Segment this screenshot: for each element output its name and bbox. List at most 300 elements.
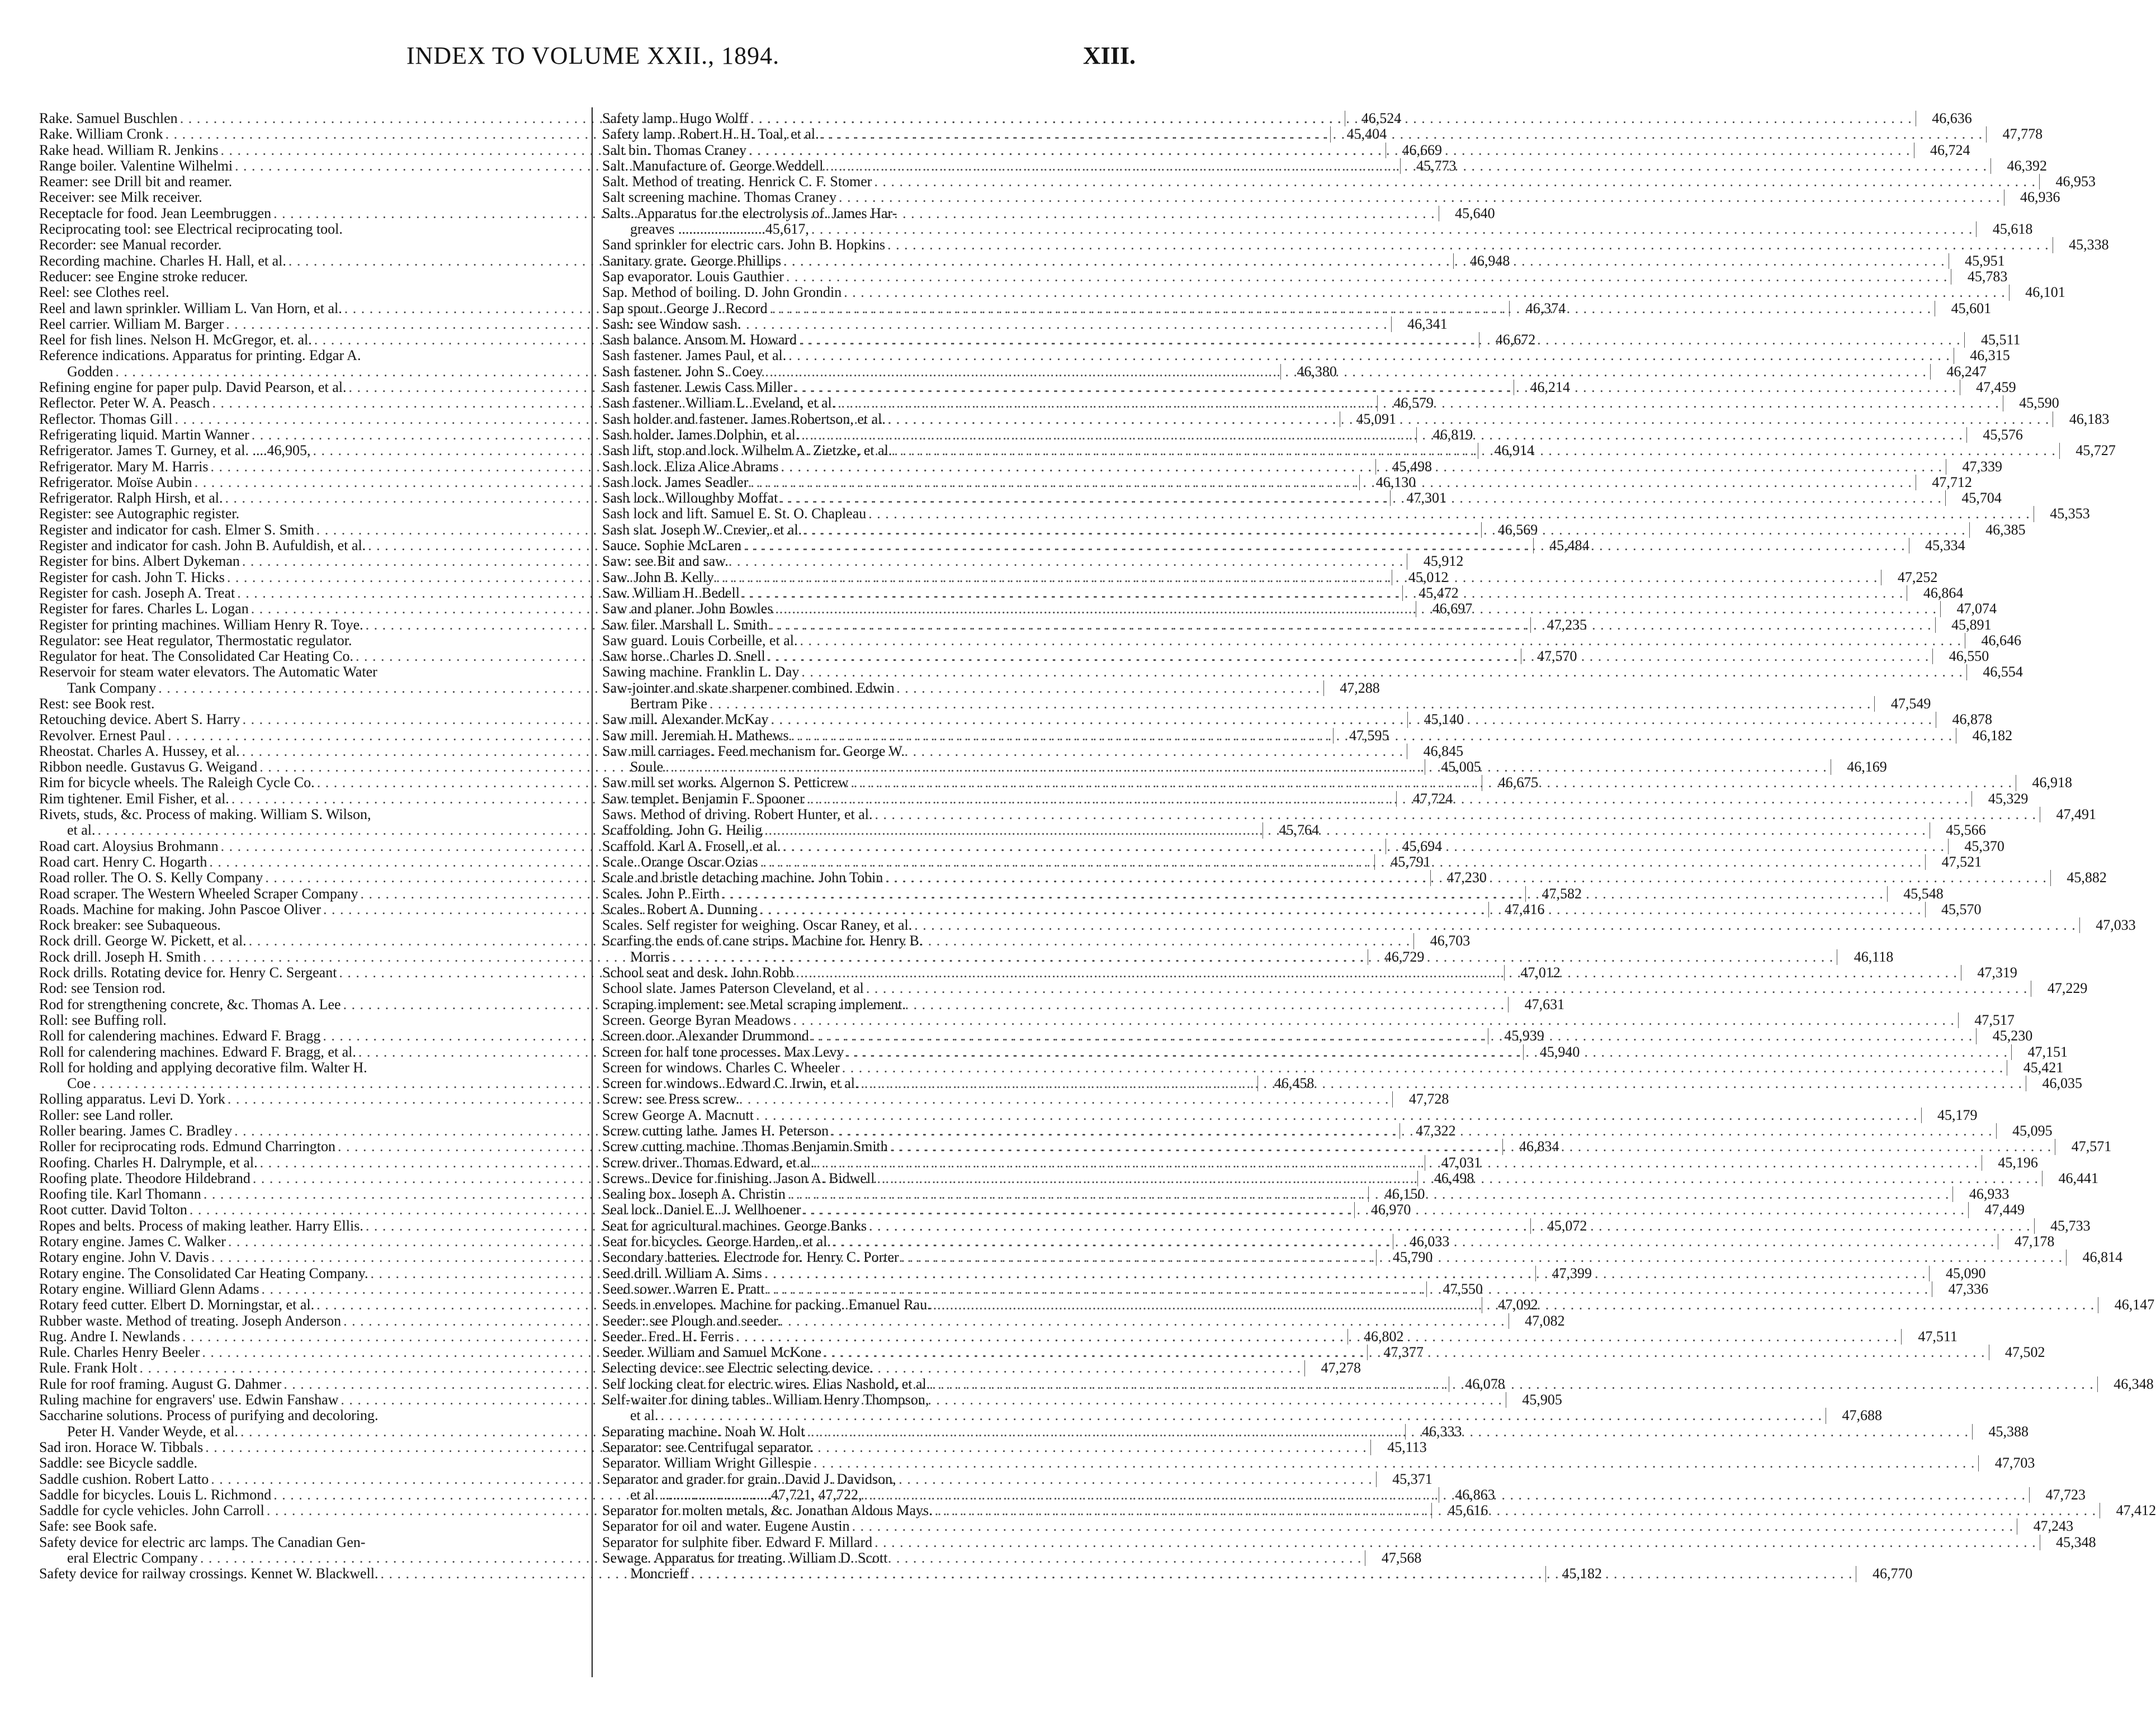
index-entry-text: Register for bins. Albert Dykeman xyxy=(39,553,240,570)
dot-leader xyxy=(672,949,1834,965)
index-entry-text: Screw: see Press screw. xyxy=(602,1091,740,1108)
patent-number: 45,618 xyxy=(1976,221,2032,237)
index-entry-line xyxy=(602,316,1149,332)
index-entry-text: Bertram Pike xyxy=(630,695,707,712)
index-entry xyxy=(602,1440,1149,1455)
dot-leader xyxy=(710,696,1871,712)
index-entry-text: Salt. Method of treating. Henrick C. F. Stomer xyxy=(602,173,872,190)
patent-number: 47,252 xyxy=(1881,570,1937,585)
patent-number: 46,703 xyxy=(1413,933,1470,949)
index-entry-text: Regulator: see Heat regulator, Thermostatic regulator. xyxy=(39,632,352,649)
index-entry xyxy=(39,917,586,933)
patent-number: 46,214 xyxy=(1514,380,1570,395)
index-entry-line xyxy=(602,1392,1149,1408)
index-entry-line xyxy=(39,807,586,822)
index-entry-line xyxy=(39,696,586,712)
patent-number: 47,550 xyxy=(1426,1281,1483,1297)
index-entry-text: Tank Company xyxy=(67,679,157,696)
index-entry-text: Rubber waste. Method of treating. Joseph Anderson xyxy=(39,1312,342,1329)
index-entry xyxy=(39,221,586,237)
dot-leader xyxy=(874,174,2036,190)
patent-number: 45,511 xyxy=(1964,332,2021,348)
patent-number: 45,179 xyxy=(1921,1108,1978,1123)
patent-number: 47,511 xyxy=(1901,1329,1958,1345)
patent-number: 47,339 xyxy=(1946,459,2002,475)
patent-number: 46,933 xyxy=(1952,1186,2009,1202)
index-entry-text: Rim tightener. Emil Fisher, et al. xyxy=(39,790,229,807)
index-entry-text: Safe: see Book safe. xyxy=(39,1518,157,1535)
index-entry-text: Saw: see Bit and saw. xyxy=(602,553,729,570)
patent-number: 45,939 xyxy=(1488,1028,1544,1044)
index-entry-text: Rotary engine. Williard Glenn Adams xyxy=(39,1280,259,1297)
dot-leader xyxy=(770,617,1932,633)
index-entry xyxy=(602,1106,1978,1123)
patent-number: 46,948 xyxy=(1453,253,1510,269)
index-entry xyxy=(39,190,586,205)
index-entry-text: Scaffolding. John G. Heilig xyxy=(602,822,763,839)
index-entry-text: Seal lock. Daniel E. J. Wellhoener xyxy=(602,1201,801,1218)
patent-number: 46,333 xyxy=(1405,1424,1462,1440)
index-entry-text: Separator: see Centrifugal separator. xyxy=(602,1438,814,1455)
index-entry-text: Reference indications. Apparatus for printing. Edgar A. xyxy=(39,347,361,364)
dot-leader xyxy=(824,1345,1985,1360)
patent-number: 45,140 xyxy=(1407,712,1464,727)
index-entry-text: Sash lock. Eliza Alice Abrams xyxy=(602,458,779,475)
index-entry-text: Scarfing the ends of cane strips. Machine for. Henry B. xyxy=(602,933,923,949)
index-entry-text: Saw templet. Benjamin F. Spooner xyxy=(602,790,805,807)
patent-number: 46,033 xyxy=(1393,1234,1449,1250)
index-entry-text: Rock drill. Joseph H. Smith xyxy=(39,948,201,965)
patent-number: 46,834 xyxy=(1502,1139,1559,1154)
patent-number: 46,646 xyxy=(1965,633,2021,649)
index-entry-text: Seeder. Fred. H. Ferris xyxy=(602,1328,734,1345)
patent-number: 47,230 xyxy=(1430,870,1487,886)
dot-leader xyxy=(791,728,1953,744)
index-entry-text: Separator. William Wright Gillespie xyxy=(602,1455,811,1471)
index-entry-line xyxy=(602,189,2060,206)
patent-number: 45,891 xyxy=(1935,617,1992,633)
index-entry-text: Ropes and belts. Process of making leather. Harry Ellis. xyxy=(39,1217,363,1234)
index-entry xyxy=(39,1455,586,1471)
index-entry-text: Morris xyxy=(630,948,670,965)
index-entry-text: Ribbon needle. Gustavus G. Weigand xyxy=(39,759,258,775)
index-entry-text: School seat and desk. John Robb xyxy=(602,964,794,981)
dot-leader xyxy=(842,1060,2004,1076)
patent-number: 46,953 xyxy=(2039,174,2096,190)
index-entry-text: Screw George A. Macnutt xyxy=(602,1106,754,1123)
patent-number: 47,549 xyxy=(1874,696,1931,712)
dot-leader xyxy=(821,126,1983,142)
patent-number: 45,733 xyxy=(2034,1218,2091,1234)
index-entry xyxy=(39,1518,586,1534)
index-entry xyxy=(602,1360,1149,1376)
index-entry-line xyxy=(602,1518,2074,1535)
dot-leader xyxy=(851,775,2013,791)
index-entry-text: Saws. Method of driving. Robert Hunter, et al. xyxy=(602,806,873,823)
index-entry-text: Revolver. Ernest Paul xyxy=(39,727,166,744)
index-entry-text: Rock drills. Rotating device for. Henry C. Sergeant xyxy=(39,964,337,981)
patent-number: 45,566 xyxy=(1930,822,1986,838)
patent-number: 46,579 xyxy=(1377,395,1434,411)
index-entry-text: Roller bearing. James C. Bradley xyxy=(39,1123,233,1139)
index-entry-text: Rake. William Cronk xyxy=(39,126,163,143)
index-entry-line xyxy=(39,1408,586,1423)
dot-leader xyxy=(811,221,1973,237)
index-entry xyxy=(602,1455,2035,1471)
dot-leader xyxy=(868,506,2030,522)
patent-number: 47,728 xyxy=(1392,1091,1449,1107)
index-entry-line xyxy=(39,917,586,933)
index-entry-text: Scale and bristle detaching machine. John Tobin xyxy=(602,869,883,886)
index-entry-text: Screen. George Byran Meadows xyxy=(602,1011,791,1028)
index-entry xyxy=(602,1011,2015,1028)
index-entry-text: Saw horse. Charles D. Snell xyxy=(602,648,765,665)
patent-number: 47,235 xyxy=(1530,617,1587,633)
index-entry-text: Sash holder and fastener. James Robertson, et al. xyxy=(602,410,886,427)
index-entry-text: Rivets, studs, &c. Process of making. William S. Wilson, xyxy=(39,806,371,823)
index-entry-text: Selecting device: see Electric selecting device. xyxy=(602,1360,874,1376)
patent-number: 47,449 xyxy=(1968,1202,2025,1218)
index-entry xyxy=(602,806,2096,823)
index-entry xyxy=(602,980,2088,997)
index-entry-text: School slate. James Paterson Cleveland, et al xyxy=(602,980,864,997)
index-entry-text: Road roller. The O. S. Kelly Company xyxy=(39,869,263,886)
index-entry-text: Register for cash. John T. Hicks xyxy=(39,569,225,585)
patent-number: 46,341 xyxy=(1391,316,1448,332)
index-entry-line xyxy=(602,997,1149,1012)
index-entry xyxy=(602,347,2010,364)
index-entry-text: Rake head. William R. Jenkins xyxy=(39,141,219,158)
index-entry-line xyxy=(39,981,586,996)
index-entry xyxy=(602,1059,2064,1076)
patent-number: 45,095 xyxy=(1996,1123,2053,1139)
dot-leader xyxy=(767,1281,1929,1297)
index-entry-text: Retouching device. Abert S. Harry xyxy=(39,711,240,728)
index-entry-text: Sash lift, stop and lock. Wilhelm A. Zietzke, et al. xyxy=(602,442,892,459)
patent-number: 47,688 xyxy=(1826,1408,1882,1423)
index-entry-text: Soule xyxy=(630,759,664,775)
patent-number: 45,791 xyxy=(1374,854,1431,870)
dot-leader xyxy=(749,143,1911,158)
patent-number: 47,178 xyxy=(1998,1234,2054,1250)
index-entry-text: Sash balance. Ansom M. Howard xyxy=(602,332,797,348)
patent-number: 45,951 xyxy=(1949,253,2005,269)
dot-leader xyxy=(665,759,1827,775)
patent-number: 45,616 xyxy=(1431,1503,1488,1518)
index-entry-line xyxy=(602,680,1149,696)
index-entry-text: Reel and lawn sprinkler. William L. Van Horn, et al. xyxy=(39,300,342,316)
dot-leader xyxy=(885,870,2047,886)
patent-number: 46,936 xyxy=(2004,190,2060,205)
index-entry-text: Seeder: see Plough and seeder. xyxy=(602,1312,781,1329)
index-entry xyxy=(39,696,586,712)
index-entry-text: Scaffold. Karl A. Frosell, et al. xyxy=(602,837,781,854)
dot-leader xyxy=(736,1329,1898,1345)
index-entry-text: Reamer: see Drill bit and reamer. xyxy=(39,173,233,190)
index-entry xyxy=(602,1518,2074,1535)
dot-leader xyxy=(833,1234,1995,1250)
dot-leader xyxy=(807,791,1969,807)
index-entry-text: Road cart. Aloysius Brohmann xyxy=(39,837,219,854)
patent-number: 45,329 xyxy=(1971,791,2028,807)
index-entry-text: Sealing box. Joseph A. Christin xyxy=(602,1186,786,1203)
index-entry-line xyxy=(39,1012,586,1028)
index-entry-text: Saw-jointer and skate sharpener combined. Edwin xyxy=(602,679,895,696)
patent-number: 45,790 xyxy=(1376,1250,1432,1265)
index-entry-text: Saw mill set works. Algernon S. Petticrew xyxy=(602,774,849,791)
patent-number: 45,570 xyxy=(1925,902,1982,917)
patent-number: 46,035 xyxy=(2026,1076,2082,1091)
index-entry-continuation xyxy=(602,695,1931,712)
index-entry-text: Sad iron. Horace W. Tibbals xyxy=(39,1438,204,1455)
index-entry-text: Seat for agricultural machines. George Banks xyxy=(602,1217,867,1234)
patent-number: 46,636 xyxy=(1916,111,1972,126)
index-entry xyxy=(39,285,586,300)
page-number: XIII. xyxy=(1082,42,1136,69)
index-entry-text: Roads. Machine for making. John Pascoe Oliver xyxy=(39,901,321,917)
dot-leader xyxy=(914,917,2076,933)
index-entry xyxy=(39,981,586,996)
patent-number: 46,697 xyxy=(1416,601,1472,617)
index-entry-text: Saw guard. Louis Corbeille, et al. xyxy=(602,632,798,649)
index-entry-line xyxy=(602,553,1149,569)
index-entry-text: Rolling apparatus. Levi D. York xyxy=(39,1091,225,1108)
index-entry-text: Refrigerator. Mary M. Harris xyxy=(39,458,209,475)
dot-leader xyxy=(800,633,1961,649)
index-entry-text: Saw mill. Jeremiah H. Mathews xyxy=(602,727,789,744)
dot-leader xyxy=(780,490,1942,506)
dot-leader xyxy=(795,380,1956,395)
index-entry-line xyxy=(602,1059,2064,1076)
dot-leader xyxy=(890,1139,2052,1154)
index-entry-text: Refrigerator. Ralph Hirsh, et al. xyxy=(39,490,223,507)
dot-leader xyxy=(869,1218,2031,1234)
index-entry-line xyxy=(39,174,586,190)
index-entry-text: Screen for windows. Edward C. Irwin, et al. xyxy=(602,1075,859,1092)
index-entry-text: Reel: see Clothes reel. xyxy=(39,284,169,301)
patent-number: 45,484 xyxy=(1533,538,1590,553)
index-entry-text: Saddle for bicycles. Louis L. Richmond xyxy=(39,1486,272,1503)
index-entry-line xyxy=(39,1455,586,1471)
patent-number: 47,229 xyxy=(2031,981,2087,996)
index-entry-text: Sap spout. George J. Record xyxy=(602,300,768,316)
index-entry-text: Peter H. Vander Weyde, et al. xyxy=(67,1423,238,1440)
index-entry-text: Reel carrier. William M. Barger xyxy=(39,315,224,332)
patent-number: 47,568 xyxy=(1365,1550,1421,1566)
dot-leader xyxy=(783,839,1945,854)
dot-leader xyxy=(852,1518,2014,1534)
index-entry-text: Screw cutting machine. Thomas Benjamin Smith xyxy=(602,1138,888,1155)
dot-leader xyxy=(760,902,1922,917)
index-entry-text: Sash holder. James Dolphin, et al. xyxy=(602,426,800,443)
index-entry-text: Sash fastener. James Paul, et al. xyxy=(602,347,787,364)
index-entry-line xyxy=(602,1471,1149,1487)
index-entry-text: Sash fastener. Lewis Cass Miller xyxy=(602,379,793,396)
index-entry-text: Sand sprinkler for electric cars. John B. Hopkins xyxy=(602,236,886,253)
dot-leader xyxy=(716,570,1878,585)
index-entry-text: Saw. William H. Bedell xyxy=(602,584,740,601)
patent-number: 45,370 xyxy=(1948,839,2004,854)
dot-leader xyxy=(793,1012,1955,1028)
dot-leader xyxy=(866,981,2028,996)
patent-number: 47,288 xyxy=(1323,680,1380,696)
dot-leader xyxy=(691,1566,1853,1582)
patent-number: 47,151 xyxy=(2011,1044,2068,1060)
index-entry-text: Rule. Frank Holt xyxy=(39,1360,138,1376)
dot-leader xyxy=(750,111,1912,126)
index-entry xyxy=(602,268,2008,285)
patent-number: 45,498 xyxy=(1375,459,1432,475)
patent-number: 45,590 xyxy=(2003,395,2059,411)
patent-number: 45,912 xyxy=(1407,553,1463,569)
patent-number: 46,918 xyxy=(2016,775,2072,791)
dot-leader xyxy=(765,364,1927,380)
patent-number: 45,640 xyxy=(1439,206,1495,221)
index-entry-text: Register and indicator for cash. John B. Aufuldish, et al. xyxy=(39,537,366,554)
patent-number: 45,905 xyxy=(1506,1392,1562,1408)
index-entry-text: Saddle: see Bicycle saddle. xyxy=(39,1455,198,1471)
index-entry xyxy=(602,284,2065,301)
patent-number: 45,371 xyxy=(1376,1471,1432,1487)
index-entry-line xyxy=(39,190,586,205)
index-entry-text: Scales. Robert A. Dunning xyxy=(602,901,758,917)
patent-number: 47,778 xyxy=(1986,126,2042,142)
index-entry-text: Screen door. Alexander Drummond xyxy=(602,1028,809,1044)
index-entry-text: Receiver: see Milk receiver. xyxy=(39,189,202,206)
index-entry-text: Rotary feed cutter. Elbert D. Morningstar, et al. xyxy=(39,1296,315,1313)
dot-leader xyxy=(933,1297,2095,1313)
index-entry-line xyxy=(602,173,2096,190)
dot-leader xyxy=(844,285,2006,300)
patent-number: 45,882 xyxy=(2050,870,2107,886)
patent-number: 45,764 xyxy=(1263,822,1319,838)
index-entry-line xyxy=(39,1108,586,1123)
patent-number: 45,334 xyxy=(1909,538,1965,553)
dot-leader xyxy=(861,1076,2023,1091)
index-entry-text: Reflector. Thomas Gill xyxy=(39,410,173,427)
patent-number: 46,770 xyxy=(1856,1566,1912,1582)
patent-number: 46,385 xyxy=(1969,522,2026,538)
index-entry-text: Recording machine. Charles H. Hall, et al. xyxy=(39,252,286,269)
index-entry-text: Separator for molten metals, &c. Jonathan Aldous Mays. xyxy=(602,1502,933,1519)
index-entry-continuation xyxy=(602,1407,1883,1424)
patent-number: 45,072 xyxy=(1530,1218,1587,1234)
index-entry-text: Refrigerator. James T. Gurney, et al. ....46,905, xyxy=(39,442,311,459)
index-entry-text: Screw driver. Thomas Edward, et al. xyxy=(602,1154,815,1171)
index-entry-text: Safety lamp. Robert H. H. Toal, et al. xyxy=(602,126,819,143)
patent-number: 46,669 xyxy=(1386,143,1442,158)
index-entry-text: Saw and planer. John Bowles xyxy=(602,600,773,617)
index-entry-text: Screen for windows. Charles C. Wheeler xyxy=(602,1059,840,1076)
patent-number: 46,458 xyxy=(1257,1076,1314,1091)
index-entry-text: Rotary engine. James C. Walker xyxy=(39,1233,226,1250)
patent-number: 47,582 xyxy=(1525,886,1582,902)
patent-number: 46,147 xyxy=(2098,1297,2154,1313)
dot-leader xyxy=(788,348,1950,363)
index-entry-text: Reflector. Peter W. A. Peasch xyxy=(39,395,210,411)
index-entry-line xyxy=(602,806,2096,823)
index-entry-text: Seeds in envelopes. Machine for packing. Emanuel Rau. xyxy=(602,1296,931,1313)
patent-number: 46,970 xyxy=(1354,1202,1411,1218)
dot-leader xyxy=(839,190,2001,205)
index-entry-line xyxy=(602,1534,2096,1550)
index-entry-text: Roll for calendering machines. Edward F. Bragg, et al. xyxy=(39,1043,356,1060)
patent-number: 46,078 xyxy=(1449,1376,1505,1392)
index-entry-text: Saw filer. Marshall L. Smith xyxy=(602,616,768,633)
patent-number: 46,554 xyxy=(1966,664,2023,680)
index-entry xyxy=(39,1108,586,1123)
index-entry-text: Sash lock. James Seadler xyxy=(602,474,749,490)
patent-number: 46,845 xyxy=(1407,744,1463,759)
index-entry-line xyxy=(39,633,586,649)
index-entry-text: Register and indicator for cash. Elmer S. Smith xyxy=(39,521,314,538)
index-entry-text: Regulator for heat. The Consolidated Car Heating Co. xyxy=(39,648,353,665)
dot-leader xyxy=(887,237,2049,253)
index-entry-text: Rotary engine. The Consolidated Car Heating Company. xyxy=(39,1265,368,1281)
patent-number: 46,315 xyxy=(1954,348,2010,363)
patent-number: 45,353 xyxy=(2034,506,2090,522)
index-entry xyxy=(602,173,2096,190)
patent-number: 46,348 xyxy=(2097,1376,2154,1392)
dot-leader xyxy=(864,1487,2026,1503)
index-entry-text: Seed drill. William A. Sims xyxy=(602,1265,762,1281)
dot-leader xyxy=(771,712,1933,727)
index-entry-line xyxy=(602,1550,1149,1566)
patent-number: 46,380 xyxy=(1280,364,1337,380)
dot-leader xyxy=(935,1503,2097,1518)
patent-number: 47,322 xyxy=(1399,1123,1456,1139)
index-entry-text: eral Electric Company xyxy=(67,1550,198,1567)
dot-leader xyxy=(811,1028,1973,1044)
index-entry-line xyxy=(602,1011,2015,1028)
index-entry-text: Seeder. William and Samuel McKone xyxy=(602,1344,821,1361)
patent-number: 45,773 xyxy=(1400,158,1457,174)
index-entry-text: Rake. Samuel Buschlen xyxy=(39,110,178,126)
dot-leader xyxy=(932,1376,2094,1392)
patent-number: 47,074 xyxy=(1940,601,1997,617)
index-entry-line xyxy=(602,505,2090,522)
patent-number: 46,524 xyxy=(1345,111,1401,126)
index-entry-text: Road cart. Henry C. Hogarth xyxy=(39,853,207,870)
index-entry-line xyxy=(39,664,586,680)
dot-leader xyxy=(801,664,1963,680)
patent-number: 45,783 xyxy=(1951,269,2007,285)
index-entry-line xyxy=(602,917,2136,934)
index-entry-text: Saddle for cycle vehicles. John Carroll xyxy=(39,1502,264,1519)
dot-leader xyxy=(788,1186,1950,1202)
index-entry-text: Rod: see Tension rod. xyxy=(39,980,166,997)
index-entry-continuation xyxy=(602,221,2033,238)
index-entry xyxy=(39,174,586,190)
index-entry-text: Roller: see Land roller. xyxy=(39,1106,173,1123)
patent-number: 47,459 xyxy=(1960,380,2016,395)
index-entry-text: Sap. Method of boiling. D. John Grondin xyxy=(602,284,842,301)
index-entry-text: Screws. Device for finishing. Jason A. Bidwell xyxy=(602,1170,875,1186)
index-entry-text: Road scraper. The Western Wheeled Scraper Company xyxy=(39,885,358,902)
patent-number: 45,230 xyxy=(1976,1028,2032,1044)
index-entry-line xyxy=(602,632,2021,649)
patent-number: 46,374 xyxy=(1509,301,1566,316)
patent-number: 46,118 xyxy=(1837,949,1893,965)
index-entry-line xyxy=(602,236,2109,253)
index-entry xyxy=(39,1012,586,1028)
index-entry-text: Safety device for electric arc lamps. The Canadian Gen- xyxy=(39,1534,366,1550)
index-entry-line xyxy=(602,1106,1978,1123)
index-entry xyxy=(39,269,586,285)
index-entry-text: Sawing machine. Franklin L. Day xyxy=(602,664,800,680)
index-entry-text: Rock drill. George W. Pickett, et al. xyxy=(39,933,247,949)
patent-number: 46,863 xyxy=(1439,1487,1495,1503)
